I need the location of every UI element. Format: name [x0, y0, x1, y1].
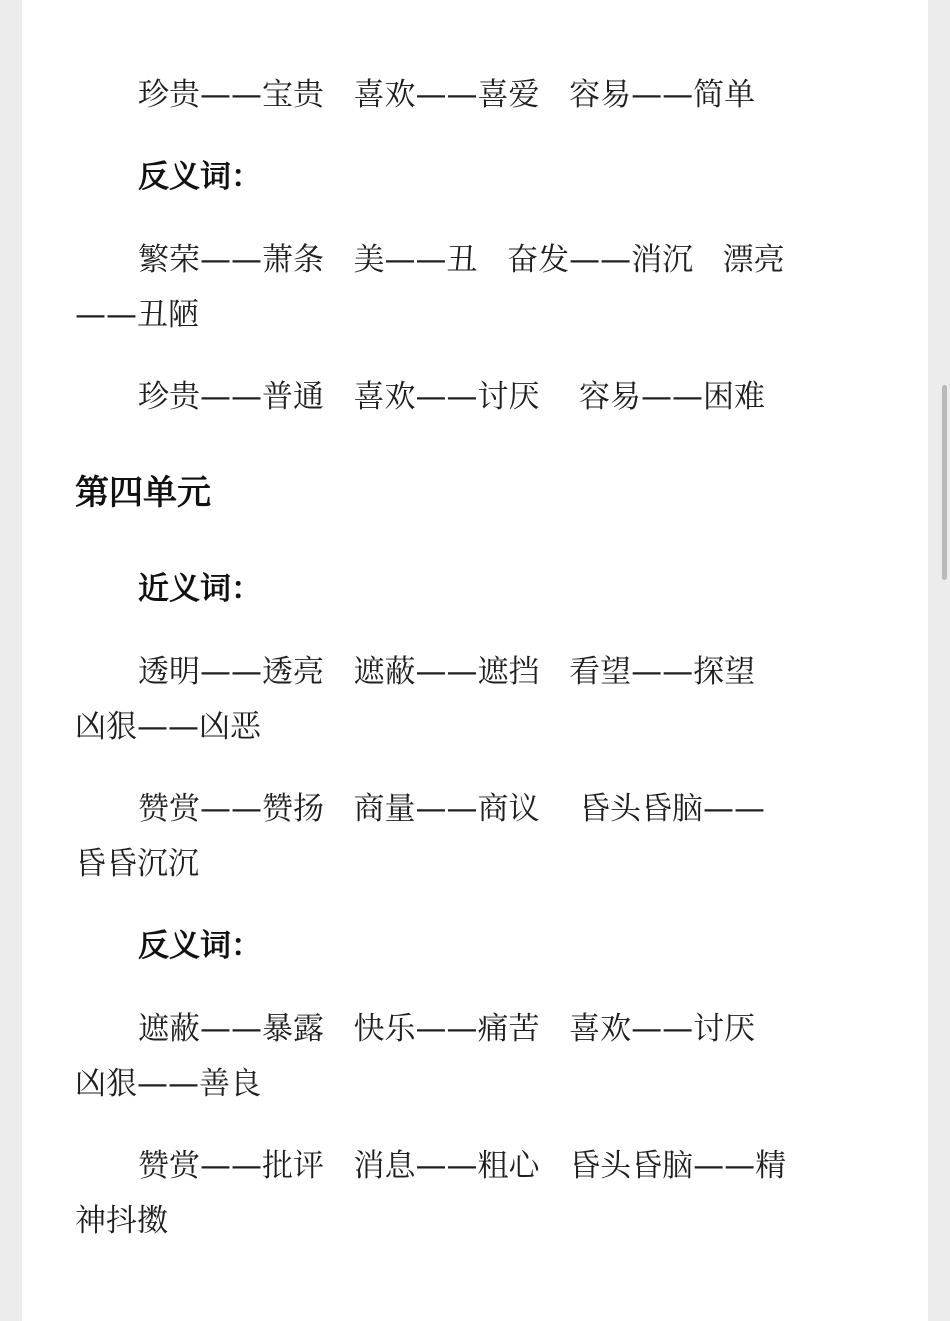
antonym-line-2b: 神抖擞 — [75, 1203, 168, 1239]
antonym-heading-prev: 反义词： — [138, 159, 262, 195]
antonym-heading-unit-four: 反义词： — [138, 928, 262, 964]
synonym-heading-unit-four: 近义词： — [138, 571, 262, 607]
vertical-scrollbar[interactable] — [942, 385, 947, 580]
antonym-line-1b: 凶狠——善良 — [75, 1066, 261, 1102]
antonym-line-1a: 遮蔽——暴露 快乐——痛苦 喜欢——讨厌 — [138, 1011, 756, 1047]
synonym-line-1a: 透明——透亮 遮蔽——遮挡 看望——探望 — [138, 654, 756, 690]
synonym-line-prev: 珍贵——宝贵 喜欢——喜爱 容易——简单 — [138, 77, 756, 113]
synonym-line-1b: 凶狠——凶恶 — [75, 709, 261, 745]
antonym-line-prev-1a: 繁荣——萧条 美——丑 奋发——消沉 漂亮 — [138, 242, 785, 278]
synonym-line-2a: 赞赏——赞扬 商量——商议 昏头昏脑—— — [138, 791, 765, 827]
section-title-unit-four: 第四单元 — [75, 473, 211, 513]
synonym-line-2b: 昏昏沉沉 — [75, 846, 199, 882]
antonym-line-2a: 赞赏——批评 消息——粗心 昏头昏脑——精 — [138, 1148, 787, 1184]
antonym-line-prev-1b: ——丑陋 — [75, 297, 199, 333]
antonym-line-prev-2: 珍贵——普通 喜欢——讨厌 容易——困难 — [138, 379, 765, 415]
